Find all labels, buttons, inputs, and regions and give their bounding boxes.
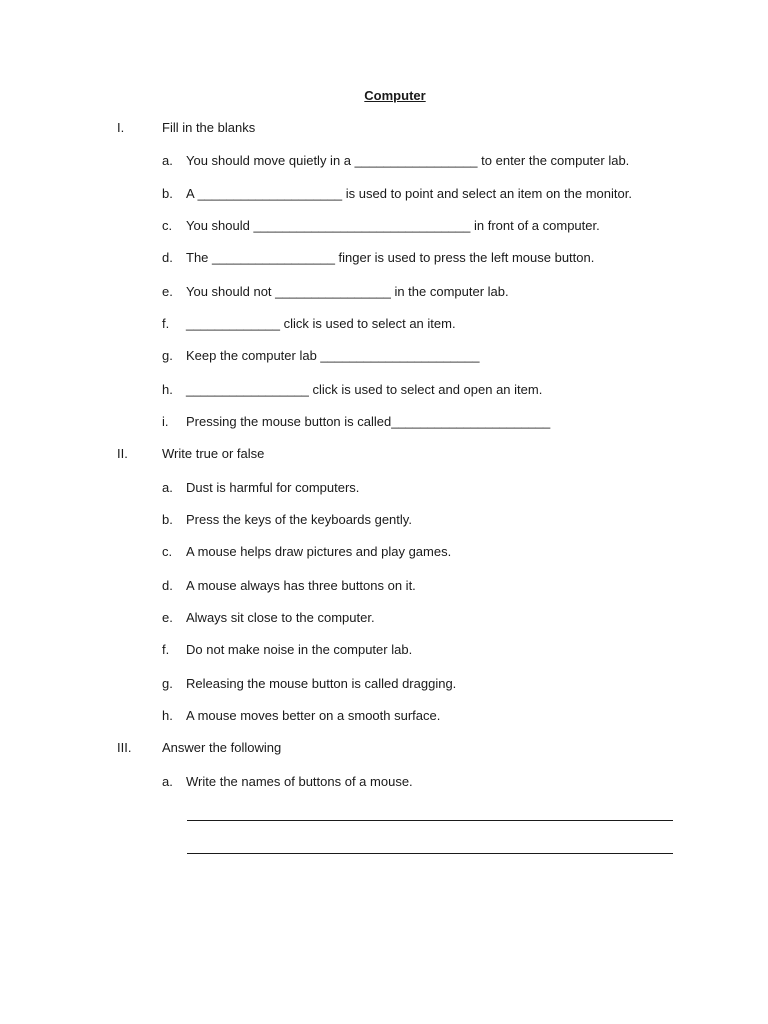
list-item (0, 250, 768, 268)
section-numeral: II. (117, 446, 128, 461)
section-heading: Fill in the blanks (162, 120, 256, 135)
list-item (0, 610, 768, 628)
list-item (0, 578, 768, 596)
item-text: Releasing the mouse button is called dragging. (186, 676, 457, 691)
item-letter: c. (162, 544, 173, 559)
item-text: A ____________________ is used to point and select an item on the monitor. (186, 186, 632, 201)
item-letter: a. (162, 774, 173, 789)
item-letter: d. (162, 578, 173, 593)
list-item (0, 382, 768, 400)
item-letter: f. (162, 316, 170, 331)
item-letter: c. (162, 218, 173, 233)
item-text: Dust is harmful for computers. (186, 480, 360, 495)
item-letter: h. (162, 382, 173, 397)
list-item (0, 774, 768, 792)
page-title: Computer (364, 88, 426, 103)
item-letter: b. (162, 186, 173, 201)
item-text: A mouse moves better on a smooth surface. (186, 708, 441, 723)
list-item (0, 348, 768, 366)
item-letter: i. (162, 414, 169, 429)
list-item (0, 218, 768, 236)
item-letter: b. (162, 512, 173, 527)
item-text: The _________________ finger is used to press the left mouse button. (186, 250, 595, 265)
item-letter: a. (162, 153, 173, 168)
list-item (0, 708, 768, 726)
section-heading: Answer the following (162, 740, 282, 755)
item-text: Always sit close to the computer. (186, 610, 375, 625)
list-item (0, 316, 768, 334)
list-item (0, 186, 768, 204)
item-letter: g. (162, 676, 173, 691)
answer-line (187, 853, 673, 854)
item-text: You should ______________________________ in front of a computer. (186, 218, 600, 233)
item-text: Write the names of buttons of a mouse. (186, 774, 413, 789)
item-letter: h. (162, 708, 173, 723)
list-item (0, 544, 768, 562)
item-text: _____________ click is used to select an item. (186, 316, 456, 331)
item-text: Do not make noise in the computer lab. (186, 642, 413, 657)
item-text: Keep the computer lab ______________________ (186, 348, 480, 363)
item-text: Press the keys of the keyboards gently. (186, 512, 412, 527)
item-text: _________________ click is used to select and open an item. (186, 382, 543, 397)
list-item (0, 284, 768, 302)
item-text: Pressing the mouse button is called______________________ (186, 414, 551, 429)
item-letter: d. (162, 250, 173, 265)
list-item (0, 414, 768, 432)
item-letter: e. (162, 610, 173, 625)
item-text: A mouse helps draw pictures and play games. (186, 544, 452, 559)
list-item (0, 480, 768, 498)
item-letter: e. (162, 284, 173, 299)
section-numeral: III. (117, 740, 132, 755)
item-letter: g. (162, 348, 173, 363)
list-item (0, 153, 768, 171)
section-heading: Write true or false (162, 446, 265, 461)
item-text: You should not ________________ in the computer lab. (186, 284, 509, 299)
answer-line (187, 820, 673, 821)
item-letter: a. (162, 480, 173, 495)
item-letter: f. (162, 642, 170, 657)
list-item (0, 512, 768, 530)
item-text: A mouse always has three buttons on it. (186, 578, 416, 593)
list-item (0, 676, 768, 694)
list-item (0, 642, 768, 660)
section-numeral: I. (117, 120, 125, 135)
item-text: You should move quietly in a _________________ to enter the computer lab. (186, 153, 630, 168)
